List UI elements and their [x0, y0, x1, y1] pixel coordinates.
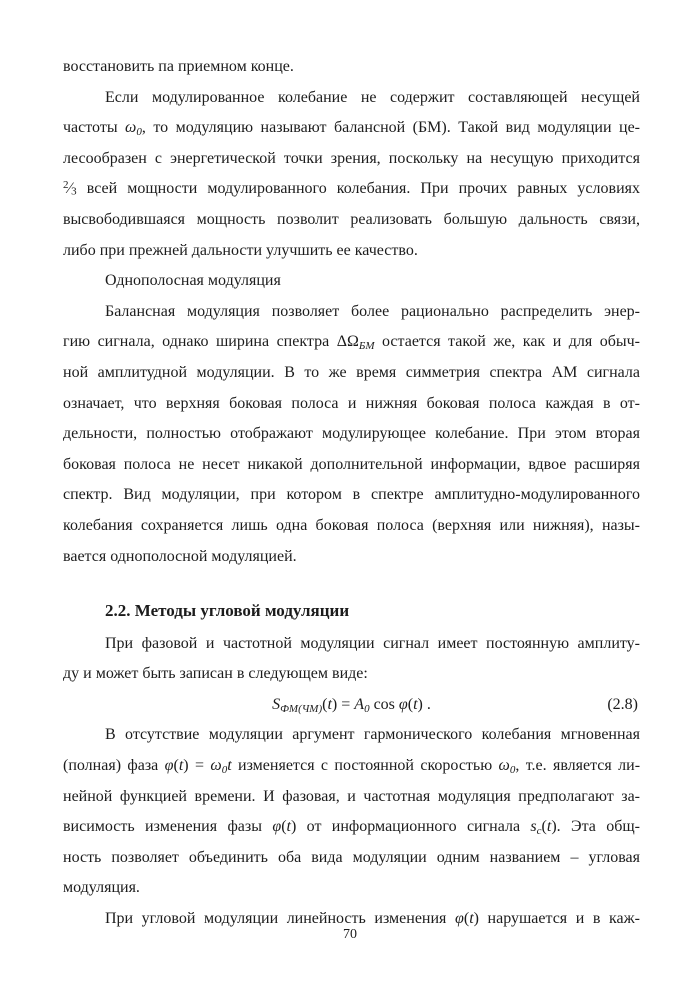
- paragraph: [63, 297, 640, 572]
- text-run: нейной функцией времени. И фазовая, и частотная модуляция предполагают за-: [63, 787, 640, 805]
- math-subscript: ФМ(ЧМ): [280, 702, 323, 715]
- equation: [272, 696, 431, 713]
- text-line: [63, 174, 640, 205]
- text-run: модуляция.: [63, 879, 140, 897]
- text-run: вается однополосной модуляцией.: [63, 547, 297, 565]
- text-run: В отсутствие модуляции аргумент гармонического колебания мгновенная: [105, 726, 640, 744]
- page-body-text: [63, 52, 640, 935]
- math-variable: t: [413, 695, 418, 713]
- text-run: ) =: [331, 695, 355, 713]
- text-line: [63, 450, 640, 481]
- text-line: [63, 419, 640, 450]
- text-run: ) =: [183, 757, 211, 775]
- fraction: $^2$⁄3: [63, 179, 77, 199]
- math-variable: t: [227, 757, 232, 775]
- text-run: (: [463, 910, 470, 928]
- text-run: ) .: [417, 695, 431, 713]
- text-run: (: [281, 818, 287, 836]
- text-run: (полная) фаза: [63, 757, 165, 775]
- text-line: [63, 480, 640, 511]
- text-line: [63, 327, 640, 358]
- text-run: ) нарушается и в каж-: [473, 910, 640, 928]
- text-line: [63, 358, 640, 389]
- text-run: ) от информационного сигнала: [290, 818, 531, 836]
- math-variable: ω: [210, 757, 222, 775]
- equation-row: [63, 690, 640, 721]
- math-subscript: БМ: [358, 340, 375, 353]
- text-run: Однополосная модуляция: [105, 272, 281, 290]
- paragraph: [63, 629, 640, 690]
- equation-number: (2.8): [607, 695, 638, 713]
- text-line: [63, 144, 640, 175]
- text-run: (: [407, 695, 414, 713]
- text-run: Балансная модуляция позволяет более рационально распределить энер-: [105, 302, 640, 320]
- text-run: дельности, полностью отображают модулирующее колебание. При этом вторая: [63, 425, 640, 443]
- text-run: высвободившаяся мощность позволит реализовать большую дальность связи,: [63, 210, 640, 228]
- text-run: означает, что верхняя боковая полоса и нижняя боковая полоса каждая в от-: [63, 394, 640, 412]
- text-line: [63, 113, 640, 144]
- text-run: (: [541, 818, 547, 836]
- text-run: остается такой же, как и для обыч-: [374, 333, 641, 351]
- math-subscript: с: [536, 825, 542, 837]
- text-line: [63, 52, 640, 83]
- math-variable: φ: [398, 695, 408, 713]
- text-run: cos: [369, 695, 399, 713]
- text-run: (: [173, 757, 179, 775]
- math-subscript: 0: [136, 125, 142, 138]
- text-line: [63, 205, 640, 236]
- math-variable: t: [286, 818, 291, 836]
- math-variable: φ: [164, 757, 174, 775]
- text-run: ность позволяет объединить оба вида модуляции одним названием – угловая: [63, 848, 640, 866]
- paragraph: [63, 720, 640, 904]
- text-line: [63, 297, 640, 328]
- math-variable: ω: [125, 119, 137, 137]
- text-run: (: [322, 695, 328, 713]
- text-line: [63, 266, 640, 297]
- text-line: [63, 873, 640, 904]
- math-variable: t: [178, 757, 184, 775]
- text-line: [63, 389, 640, 420]
- math-variable: t: [469, 910, 474, 928]
- text-run: лесообразен с энергетической точки зрения, поскольку на несущую приходится: [63, 149, 640, 167]
- text-run: восстановить па приемном конце.: [63, 58, 294, 75]
- page-number: 70: [343, 927, 357, 942]
- paragraph: [63, 266, 640, 297]
- text-run: боковая полоса не несет никакой дополнительной информации, вдвое расширяя: [63, 455, 640, 473]
- text-run: либо при прежней дальности улучшить ее качество.: [63, 241, 418, 259]
- text-run: всей мощности модулированного колебания. При прочих равных условиях: [76, 180, 640, 198]
- text-line: [63, 542, 640, 573]
- text-run: , то модуляцию называют балансной (БМ). Такой вид модуляции це-: [141, 119, 641, 137]
- text-line: [63, 236, 640, 267]
- text-run: , т.е. является ли-: [515, 757, 641, 775]
- paragraph: [63, 52, 640, 83]
- text-run: колебания сохраняется лишь одна боковая полоса (верхняя или нижняя), назы-: [63, 516, 640, 534]
- text-run: При угловой модуляции линейность изменения: [105, 910, 455, 928]
- text-run: ной амплитудной модуляции. В то же время симметрия спектра АМ сигнала: [63, 363, 640, 381]
- text-line: [63, 629, 640, 660]
- math-variable: A: [354, 695, 365, 713]
- text-run: ду и может быть записан в следующем виде:: [63, 665, 368, 683]
- math-variable: t: [546, 818, 552, 836]
- math-variable: S: [272, 695, 281, 713]
- text-line: [63, 83, 640, 114]
- text-run: ). Эта общ-: [551, 818, 641, 836]
- text-run: частоты: [63, 119, 126, 137]
- section-heading: 2.2. Методы угловой модуляции: [105, 601, 350, 621]
- text-line: [63, 782, 640, 813]
- text-run: При фазовой и частотной модуляции сигнал имеет постоянную амплиту-: [105, 634, 640, 652]
- text-run: изменяется с постоянной скоростью: [231, 757, 499, 775]
- text-line: [63, 812, 640, 843]
- text-line: [63, 751, 640, 782]
- math-variable: t: [327, 695, 332, 713]
- text-line: [63, 659, 640, 690]
- math-variable: φ: [455, 910, 464, 928]
- text-line: [63, 843, 640, 874]
- text-line: [63, 511, 640, 542]
- text-line: [63, 720, 640, 751]
- math-subscript: 0: [509, 763, 516, 776]
- text-run: Если модулированное колебание не содержит составляющей несущей: [105, 88, 640, 106]
- math-variable: s: [530, 818, 537, 836]
- paragraph: [63, 83, 640, 267]
- math-variable: φ: [272, 818, 282, 836]
- text-run: висимость изменения фазы: [63, 818, 273, 836]
- math-variable: ω: [498, 757, 510, 775]
- math-subscript: 0: [364, 702, 370, 715]
- math-subscript: 0: [221, 763, 228, 776]
- text-run: гию сигнала, однако ширина спектра ΔΩ: [63, 333, 359, 351]
- text-run: спектр. Вид модуляции, при котором в спектре амплитудно-модулированного: [63, 486, 640, 504]
